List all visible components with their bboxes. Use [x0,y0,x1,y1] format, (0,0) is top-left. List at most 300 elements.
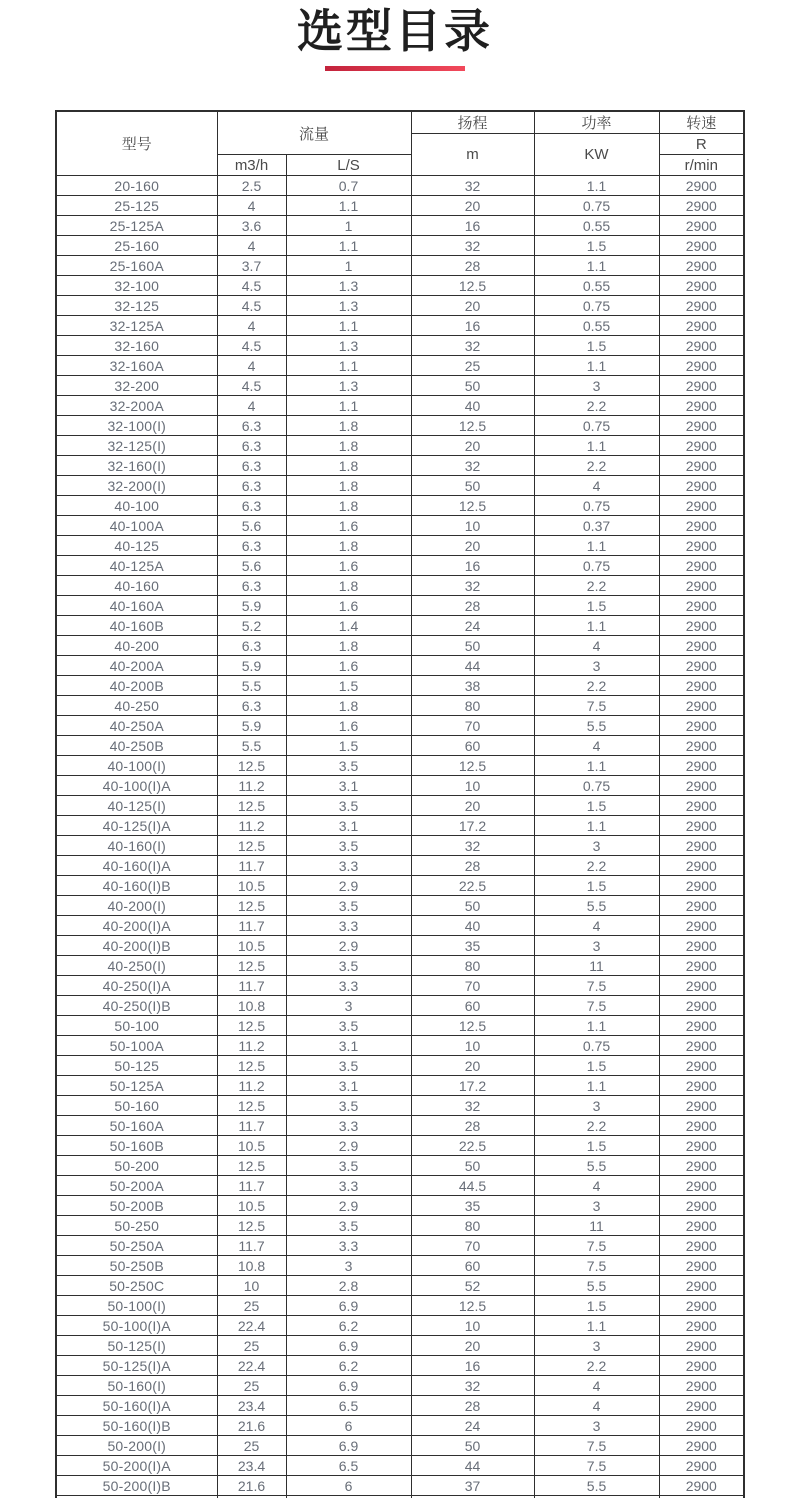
cell-head-m: 16 [411,1356,534,1376]
cell-head-m: 10 [411,1316,534,1336]
cell-speed-rpm: 2900 [659,356,744,376]
cell-flow-m3h: 23.4 [217,1396,286,1416]
cell-speed-rpm: 2900 [659,696,744,716]
table-row [56,1396,744,1416]
table-row [56,1456,744,1476]
table-row [56,1376,744,1396]
table-row [56,756,744,776]
cell-flow-m3h: 12.5 [217,956,286,976]
cell-speed-rpm: 2900 [659,1476,744,1496]
cell-head-m: 22.5 [411,876,534,896]
cell-flow-m3h: 12.5 [217,836,286,856]
cell-flow-ls: 3.5 [286,836,411,856]
cell-head-m: 50 [411,896,534,916]
cell-power-kw: 5.5 [534,1156,659,1176]
cell-flow-m3h: 22.4 [217,1316,286,1336]
cell-speed-rpm: 2900 [659,876,744,896]
cell-model: 25-160 [56,236,217,256]
cell-head-m: 20 [411,436,534,456]
table-row [56,236,744,256]
cell-flow-ls: 1.1 [286,356,411,376]
table-row [56,1176,744,1196]
cell-model: 50-100A [56,1036,217,1056]
cell-head-m: 80 [411,1216,534,1236]
cell-flow-ls: 1.6 [286,556,411,576]
table-row [56,696,744,716]
cell-head-m: 40 [411,396,534,416]
cell-flow-m3h: 6.3 [217,476,286,496]
cell-flow-ls: 6.9 [286,1376,411,1396]
cell-flow-ls: 2.9 [286,1136,411,1156]
cell-model: 20-160 [56,176,217,196]
cell-power-kw: 1.1 [534,1316,659,1336]
table-row [56,1076,744,1096]
cell-speed-rpm: 2900 [659,616,744,636]
col-header-head: 扬程 [411,111,534,134]
cell-model: 50-160(I)B [56,1416,217,1436]
table-row [56,1216,744,1236]
cell-speed-rpm: 2900 [659,1156,744,1176]
cell-model: 40-160(I)B [56,876,217,896]
cell-flow-ls: 3.1 [286,1076,411,1096]
table-row [56,656,744,676]
cell-flow-ls: 3.5 [286,1156,411,1176]
cell-flow-ls: 6.2 [286,1316,411,1336]
cell-flow-ls: 1.1 [286,316,411,336]
cell-flow-m3h: 4.5 [217,336,286,356]
cell-power-kw: 3 [534,656,659,676]
cell-head-m: 50 [411,636,534,656]
cell-flow-ls: 0.7 [286,176,411,196]
cell-power-kw: 4 [534,476,659,496]
cell-flow-ls: 3.5 [286,756,411,776]
cell-flow-m3h: 11.7 [217,1116,286,1136]
cell-power-kw: 1.1 [534,436,659,456]
cell-head-m: 12.5 [411,1296,534,1316]
cell-head-m: 80 [411,696,534,716]
cell-flow-m3h: 6.3 [217,456,286,476]
cell-power-kw: 2.2 [534,1116,659,1136]
cell-power-kw: 2.2 [534,856,659,876]
cell-flow-ls: 1.5 [286,736,411,756]
cell-power-kw: 5.5 [534,1476,659,1496]
cell-power-kw: 7.5 [534,1456,659,1476]
cell-model: 50-250C [56,1276,217,1296]
cell-flow-m3h: 4.5 [217,376,286,396]
cell-model: 50-250B [56,1256,217,1276]
table-row [56,216,744,236]
cell-flow-m3h: 3.7 [217,256,286,276]
cell-head-m: 32 [411,576,534,596]
cell-head-m: 70 [411,976,534,996]
table-row [56,736,744,756]
cell-power-kw: 1.1 [534,256,659,276]
cell-flow-ls: 3 [286,996,411,1016]
cell-speed-rpm: 2900 [659,1096,744,1116]
cell-model: 40-250(I)B [56,996,217,1016]
cell-flow-m3h: 5.6 [217,516,286,536]
cell-power-kw: 1.5 [534,1056,659,1076]
cell-head-m: 70 [411,716,534,736]
cell-flow-ls: 1.3 [286,376,411,396]
cell-speed-rpm: 2900 [659,456,744,476]
table-row [56,396,744,416]
cell-flow-ls: 3.1 [286,816,411,836]
table-row [56,956,744,976]
cell-head-m: 10 [411,1036,534,1056]
cell-speed-rpm: 2900 [659,596,744,616]
table-row [56,1116,744,1136]
cell-flow-m3h: 12.5 [217,1056,286,1076]
cell-model: 50-160 [56,1096,217,1116]
cell-flow-m3h: 25 [217,1376,286,1396]
cell-power-kw: 1.1 [534,1016,659,1036]
cell-flow-m3h: 10 [217,1276,286,1296]
cell-model: 50-100 [56,1016,217,1036]
cell-flow-ls: 1.1 [286,236,411,256]
cell-flow-m3h: 5.2 [217,616,286,636]
cell-head-m: 20 [411,796,534,816]
cell-flow-m3h: 11.7 [217,1176,286,1196]
cell-power-kw: 4 [534,1176,659,1196]
cell-speed-rpm: 2900 [659,1216,744,1236]
cell-flow-ls: 1.8 [286,496,411,516]
cell-power-kw: 0.75 [534,196,659,216]
table-row [56,416,744,436]
cell-model: 50-200(I)A [56,1456,217,1476]
cell-speed-rpm: 2900 [659,916,744,936]
table-row [56,316,744,336]
cell-head-m: 10 [411,776,534,796]
cell-power-kw: 1.1 [534,536,659,556]
cell-model: 50-100(I)A [56,1316,217,1336]
cell-power-kw: 3 [534,936,659,956]
cell-flow-ls: 3.3 [286,1236,411,1256]
cell-model: 50-200(I)B [56,1476,217,1496]
cell-speed-rpm: 2900 [659,856,744,876]
cell-power-kw: 5.5 [534,716,659,736]
cell-speed-rpm: 2900 [659,1336,744,1356]
table-row [56,1156,744,1176]
cell-flow-m3h: 3.6 [217,216,286,236]
cell-speed-rpm: 2900 [659,896,744,916]
cell-head-m: 32 [411,176,534,196]
table-row [56,676,744,696]
col-header-speed: 转速 [659,111,744,134]
cell-flow-ls: 1.4 [286,616,411,636]
cell-power-kw: 3 [534,1096,659,1116]
cell-model: 50-200A [56,1176,217,1196]
cell-speed-rpm: 2900 [659,636,744,656]
cell-model: 40-100A [56,516,217,536]
cell-model: 50-100(I) [56,1296,217,1316]
cell-power-kw: 1.1 [534,756,659,776]
cell-head-m: 24 [411,616,534,636]
cell-power-kw: 0.37 [534,516,659,536]
cell-head-m: 12.5 [411,756,534,776]
cell-flow-ls: 1.8 [286,576,411,596]
cell-speed-rpm: 2900 [659,416,744,436]
cell-flow-m3h: 10.5 [217,876,286,896]
cell-speed-rpm: 2900 [659,1436,744,1456]
table-row [56,176,744,196]
table-row [56,636,744,656]
col-header-head-unit: m [411,134,534,176]
cell-speed-rpm: 2900 [659,1456,744,1476]
cell-speed-rpm: 2900 [659,1176,744,1196]
cell-model: 40-250B [56,736,217,756]
table-row [56,1236,744,1256]
cell-power-kw: 7.5 [534,1436,659,1456]
cell-flow-ls: 3.5 [286,796,411,816]
cell-flow-ls: 3.5 [286,1216,411,1236]
cell-power-kw: 1.5 [534,236,659,256]
cell-model: 32-200A [56,396,217,416]
cell-model: 40-125(I) [56,796,217,816]
cell-flow-ls: 6 [286,1476,411,1496]
cell-flow-ls: 2.8 [286,1276,411,1296]
cell-model: 25-160A [56,256,217,276]
table-row [56,336,744,356]
cell-speed-rpm: 2900 [659,1356,744,1376]
table-row [56,1416,744,1436]
cell-head-m: 32 [411,456,534,476]
cell-head-m: 24 [411,1416,534,1436]
cell-head-m: 16 [411,556,534,576]
cell-speed-rpm: 2900 [659,836,744,856]
table-row [56,1136,744,1156]
cell-power-kw: 4 [534,1376,659,1396]
cell-model: 25-125 [56,196,217,216]
cell-flow-m3h: 4.5 [217,296,286,316]
cell-head-m: 40 [411,916,534,936]
cell-model: 40-250 [56,696,217,716]
cell-flow-ls: 1.8 [286,536,411,556]
cell-model: 40-160B [56,616,217,636]
cell-flow-m3h: 6.3 [217,436,286,456]
cell-speed-rpm: 2900 [659,516,744,536]
cell-flow-ls: 6.9 [286,1436,411,1456]
cell-flow-m3h: 10.5 [217,1136,286,1156]
cell-flow-ls: 6 [286,1416,411,1436]
cell-power-kw: 7.5 [534,696,659,716]
cell-flow-ls: 3.5 [286,896,411,916]
cell-flow-ls: 2.9 [286,876,411,896]
table-row [56,1016,744,1036]
table-row [56,1296,744,1316]
cell-head-m: 20 [411,1056,534,1076]
cell-head-m: 50 [411,1436,534,1456]
table-row [56,556,744,576]
cell-power-kw: 3 [534,1336,659,1356]
table-row [56,716,744,736]
table-row [56,876,744,896]
cell-power-kw: 4 [534,916,659,936]
cell-speed-rpm: 2900 [659,576,744,596]
table-row [56,576,744,596]
cell-head-m: 50 [411,476,534,496]
cell-head-m: 35 [411,936,534,956]
cell-speed-rpm: 2900 [659,216,744,236]
cell-model: 50-160B [56,1136,217,1156]
cell-flow-ls: 1.6 [286,656,411,676]
cell-head-m: 28 [411,1396,534,1416]
cell-flow-ls: 3.3 [286,976,411,996]
cell-speed-rpm: 2900 [659,376,744,396]
cell-power-kw: 2.2 [534,456,659,476]
cell-speed-rpm: 2900 [659,1236,744,1256]
cell-power-kw: 1.5 [534,596,659,616]
cell-flow-ls: 1.6 [286,596,411,616]
cell-flow-ls: 1.8 [286,436,411,456]
selection-catalog-table [55,110,745,1498]
cell-head-m: 20 [411,1336,534,1356]
cell-flow-m3h: 6.3 [217,496,286,516]
cell-flow-m3h: 23.4 [217,1456,286,1476]
cell-head-m: 52 [411,1276,534,1296]
cell-head-m: 32 [411,1096,534,1116]
cell-power-kw: 0.75 [534,416,659,436]
cell-model: 50-200 [56,1156,217,1176]
cell-head-m: 32 [411,336,534,356]
table-row [56,196,744,216]
table-row [56,456,744,476]
cell-flow-m3h: 6.3 [217,576,286,596]
cell-speed-rpm: 2900 [659,1036,744,1056]
cell-speed-rpm: 2900 [659,436,744,456]
cell-model: 50-125(I)A [56,1356,217,1376]
table-row [56,1056,744,1076]
cell-flow-m3h: 21.6 [217,1476,286,1496]
cell-model: 40-200 [56,636,217,656]
cell-model: 40-200B [56,676,217,696]
cell-flow-m3h: 4 [217,236,286,256]
cell-power-kw: 1.5 [534,876,659,896]
cell-flow-ls: 3.3 [286,1176,411,1196]
cell-model: 50-160(I) [56,1376,217,1396]
cell-flow-ls: 1.3 [286,276,411,296]
table-row [56,1356,744,1376]
cell-flow-m3h: 11.2 [217,776,286,796]
header-row-1 [56,111,744,134]
cell-head-m: 38 [411,676,534,696]
cell-power-kw: 4 [534,736,659,756]
table-row [56,356,744,376]
cell-model: 40-100(I)A [56,776,217,796]
cell-model: 40-250(I)A [56,976,217,996]
cell-flow-m3h: 11.7 [217,976,286,996]
cell-power-kw: 2.2 [534,576,659,596]
cell-head-m: 20 [411,296,534,316]
col-header-flow-m3h: m3/h [217,155,286,176]
cell-model: 50-125(I) [56,1336,217,1356]
cell-flow-m3h: 5.5 [217,676,286,696]
cell-model: 40-125A [56,556,217,576]
cell-model: 25-125A [56,216,217,236]
cell-speed-rpm: 2900 [659,1076,744,1096]
table-row [56,1276,744,1296]
cell-head-m: 60 [411,1256,534,1276]
col-header-power: 功率 [534,111,659,134]
cell-head-m: 32 [411,1376,534,1396]
cell-model: 40-160(I)A [56,856,217,876]
cell-model: 32-200(I) [56,476,217,496]
cell-model: 32-125 [56,296,217,316]
cell-flow-m3h: 25 [217,1436,286,1456]
cell-power-kw: 4 [534,636,659,656]
cell-power-kw: 1.1 [534,176,659,196]
cell-head-m: 50 [411,1156,534,1176]
cell-flow-m3h: 10.8 [217,996,286,1016]
cell-head-m: 10 [411,516,534,536]
cell-model: 40-200(I)B [56,936,217,956]
page-title: 选型目录 [297,5,493,57]
cell-flow-m3h: 11.7 [217,916,286,936]
cell-model: 40-100(I) [56,756,217,776]
table-row [56,936,744,956]
cell-model: 50-160A [56,1116,217,1136]
col-header-model: 型号 [56,111,217,176]
cell-power-kw: 3 [534,836,659,856]
cell-model: 40-160 [56,576,217,596]
cell-flow-m3h: 12.5 [217,1156,286,1176]
cell-head-m: 44.5 [411,1176,534,1196]
cell-head-m: 80 [411,956,534,976]
cell-flow-ls: 1 [286,216,411,236]
table-row [56,296,744,316]
cell-head-m: 32 [411,836,534,856]
cell-flow-ls: 1.6 [286,716,411,736]
cell-speed-rpm: 2900 [659,796,744,816]
table-row [56,996,744,1016]
cell-flow-m3h: 22.4 [217,1356,286,1376]
cell-power-kw: 2.2 [534,1356,659,1376]
cell-speed-rpm: 2900 [659,316,744,336]
cell-flow-m3h: 11.7 [217,856,286,876]
table-row [56,856,744,876]
cell-speed-rpm: 2900 [659,396,744,416]
cell-speed-rpm: 2900 [659,1296,744,1316]
cell-flow-m3h: 10.5 [217,936,286,956]
cell-flow-ls: 1.8 [286,696,411,716]
cell-model: 40-250(I) [56,956,217,976]
table-row [56,916,744,936]
cell-model: 50-200B [56,1196,217,1216]
cell-flow-m3h: 10.5 [217,1196,286,1216]
table-row [56,516,744,536]
table-row [56,536,744,556]
cell-power-kw: 11 [534,956,659,976]
cell-flow-m3h: 6.3 [217,636,286,656]
cell-model: 50-125 [56,1056,217,1076]
cell-speed-rpm: 2900 [659,296,744,316]
cell-head-m: 12.5 [411,276,534,296]
cell-flow-ls: 1 [286,256,411,276]
table-row [56,496,744,516]
cell-speed-rpm: 2900 [659,1316,744,1336]
cell-model: 40-160(I) [56,836,217,856]
cell-flow-m3h: 12.5 [217,796,286,816]
table-row [56,616,744,636]
cell-speed-rpm: 2900 [659,1416,744,1436]
cell-head-m: 16 [411,216,534,236]
cell-model: 32-160 [56,336,217,356]
cell-head-m: 17.2 [411,1076,534,1096]
cell-speed-rpm: 2900 [659,196,744,216]
cell-power-kw: 0.55 [534,276,659,296]
cell-flow-ls: 3.3 [286,1116,411,1136]
cell-power-kw: 3 [534,1416,659,1436]
